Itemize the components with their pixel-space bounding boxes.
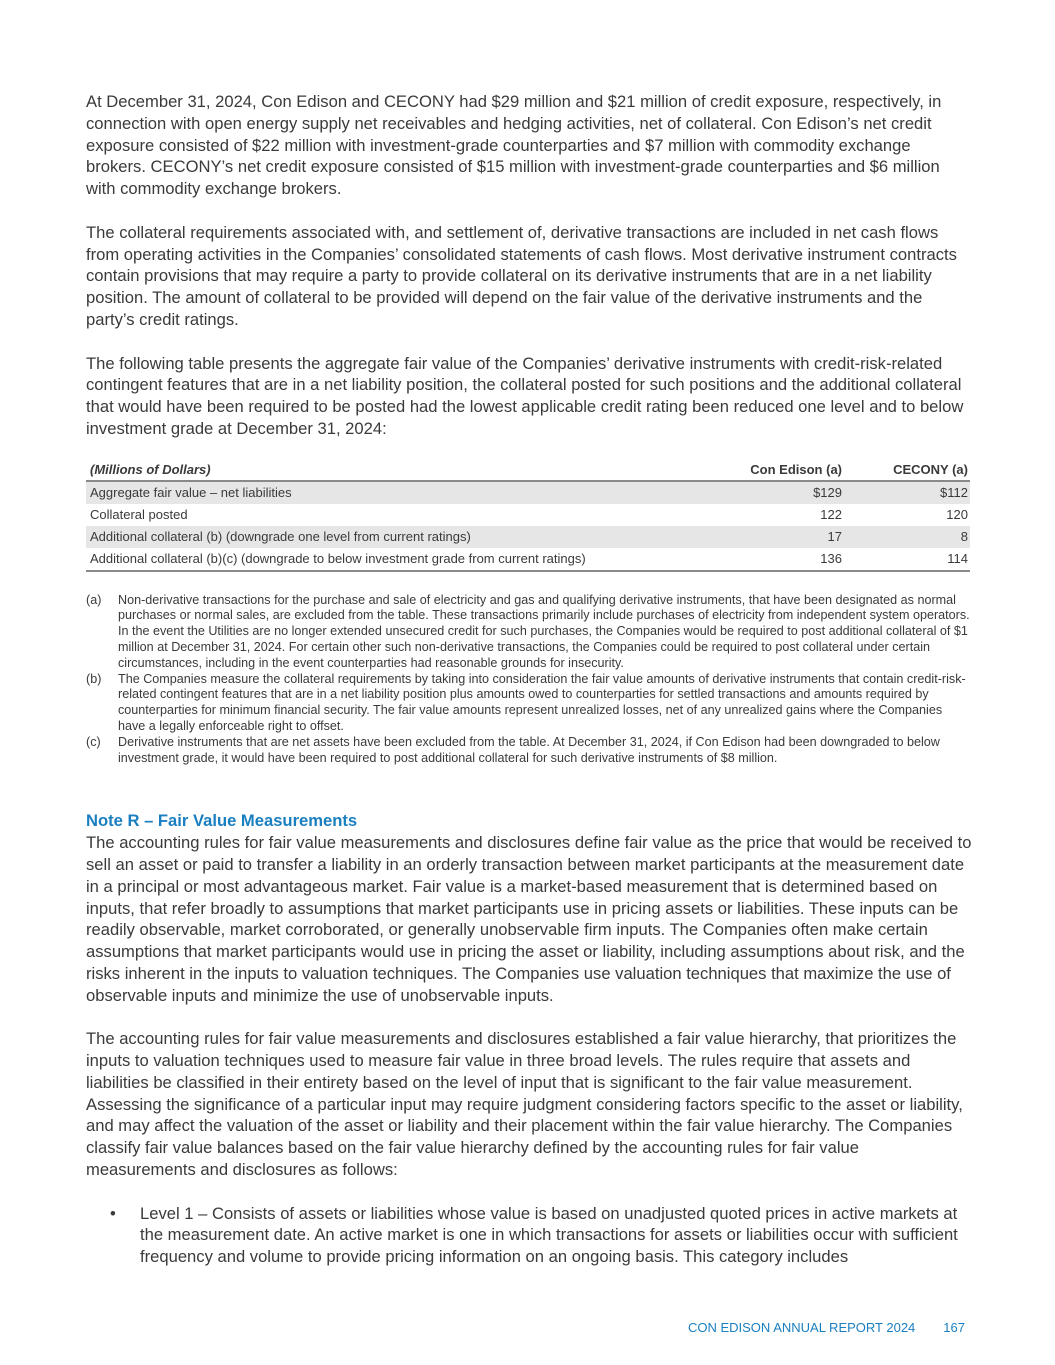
paragraph-collateral-requirements: The collateral requirements associated with, and settlement of, derivative transactions are included in net cash flows from operating activities in the Companies’ consolidated statements of cash flows. Most derivative instrument contracts contain provisions that may require a party to provide collateral on its derivative instruments that are in a net liability position. The amount of collateral to be provided will depend on the fair value of the derivative instruments and the party’s credit ratings. — [86, 222, 957, 329]
footnote-b — [86, 672, 972, 735]
cell-cecony: 8 — [844, 526, 970, 548]
table-row — [86, 548, 970, 571]
cell-con-edison: 136 — [718, 548, 844, 571]
row-label: Additional collateral (b) (downgrade one level from current ratings) — [86, 526, 718, 548]
footnote-key: (b) — [86, 671, 102, 686]
cell-cecony: 120 — [946, 506, 968, 522]
row-label: Collateral posted — [90, 506, 188, 522]
cell-cecony: 114 — [844, 548, 970, 571]
header-con-edison: Con Edison (a) — [718, 460, 844, 481]
page-footer — [660, 1320, 965, 1335]
row-label: Additional collateral (b)(c) (downgrade to below investment grade from current ratings) — [86, 548, 718, 571]
cell-cecony: $112 — [844, 481, 970, 504]
bullet-level-1 — [110, 1203, 972, 1268]
footnote-key: (c) — [86, 734, 101, 749]
header-cecony: CECONY (a) — [844, 460, 970, 481]
section-heading-note-r: Note R – Fair Value Measurements — [86, 811, 358, 831]
footnote-text: Derivative instruments that are net assets have been excluded from the table. At December 31, 2024, if Con Edison had been downgraded to below investment grade, it would have been required to post additional collateral for such derivative instruments of $8 million. — [118, 734, 940, 765]
paragraph-fair-value-hierarchy: The accounting rules for fair value measurements and disclosures established a fair value hierarchy, that prioritizes the inputs to valuation techniques used to measure fair value in three broad levels. The rules require that assets and liabilities be classified in their entirety based on the level of input that is significant to the fair value measurement. Assessing the significance of a particular input may require judgment considering factors specific to the asset or liability, and may affect the valuation of the asset or liability and their placement within the fair value hierarchy. The Companies classify fair value balances based on the fair value hierarchy defined by the accounting rules for fair value measurements and disclosures as follows: — [86, 1029, 963, 1180]
bullet-text: Level 1 – Consists of assets or liabilities whose value is based on unadjusted quoted prices in active markets at the measurement date. An active market is one in which transactions for assets or liabilities occur with sufficient frequency and volume to provide pricing information on an ongoing basis. This category includes — [140, 1203, 958, 1267]
cell-con-edison: 17 — [718, 526, 844, 548]
footnote-text: The Companies measure the collateral requirements by taking into consideration the fair value amounts of derivative instruments that contain credit-risk-related contingent features that are in a net liability position plus amounts owed to counterparties for settled transactions and amounts required by counterparties for minimum financial security. The fair value amounts represent unrealized losses, net of any unrealized gains where the Companies have a legally enforceable right to offset. — [118, 671, 966, 733]
table-header-row — [86, 460, 970, 481]
cell-con-edison: 122 — [820, 506, 842, 522]
document-page — [86, 91, 972, 1268]
table-row — [86, 526, 970, 548]
page-number: 167 — [943, 1320, 965, 1335]
table-row — [86, 504, 970, 526]
header-units: (Millions of Dollars) — [86, 460, 718, 481]
footnote-key: (a) — [86, 592, 102, 607]
footer-title: CON EDISON ANNUAL REPORT 2024 — [687, 1320, 916, 1335]
footnote-a — [86, 593, 972, 672]
credit-risk-table — [86, 460, 970, 572]
footnote-c — [86, 735, 972, 767]
paragraph-table-intro: The following table presents the aggregate fair value of the Companies’ derivative instruments with credit-risk-related contingent features that are in a net liability position, the collateral posted for such positions and the additional collateral that would have been required to be posted had the lowest applicable credit rating been reduced one level and to below investment grade at December 31, 2024: — [86, 353, 964, 438]
bullet-icon: • — [110, 1203, 116, 1223]
row-label: Aggregate fair value – net liabilities — [86, 481, 718, 504]
footnote-text: Non-derivative transactions for the purchase and sale of electricity and gas and qualifying derivative instruments, that have been designated as normal purchases or normal sales, are excluded from the table. These transactions primarily include purchases of electricity from independent system operators. In the event the Utilities are no longer extended unsecured credit for such purchases, the Companies would be required to post additional collateral of $1 million at December 31, 2024. For certain other such non-derivative transactions, the Companies could be required to post collateral under certain circumstances, including in the event counterparties had reasonable grounds for insecurity. — [118, 592, 970, 670]
footnotes — [86, 593, 972, 767]
paragraph-fair-value-definition: The accounting rules for fair value measurements and disclosures define fair value as the price that would be received to sell an asset or paid to transfer a liability in an orderly transaction between market participants at the measurement date in a principal or most advantageous market. Fair value is a market-based measurement that is determined based on inputs, that refer broadly to assumptions that market participants use in pricing assets or liabilities. These inputs can be readily observable, market corroborated, or generally unobservable firm inputs. The Companies often make certain assumptions that market participants would use in pricing the asset or liability, including assumptions about risk, and the risks inherent in the inputs to valuation techniques. The Companies use valuation techniques that maximize the use of observable inputs and minimize the use of unobservable inputs. — [86, 833, 972, 1005]
paragraph-credit-exposure: At December 31, 2024, Con Edison and CECONY had $29 million and $21 million of credit exposure, respectively, in connection with open energy supply net receivables and hedging activities, net of collateral. Con Edison’s net credit exposure consisted of $22 million with investment-grade counterparties and $7 million with commodity exchange brokers. CECONY’s net credit exposure consisted of $15 million with investment-grade counterparties and $6 million with commodity exchange brokers. — [86, 92, 942, 199]
table-row — [86, 481, 970, 504]
cell-con-edison: $129 — [718, 481, 844, 504]
